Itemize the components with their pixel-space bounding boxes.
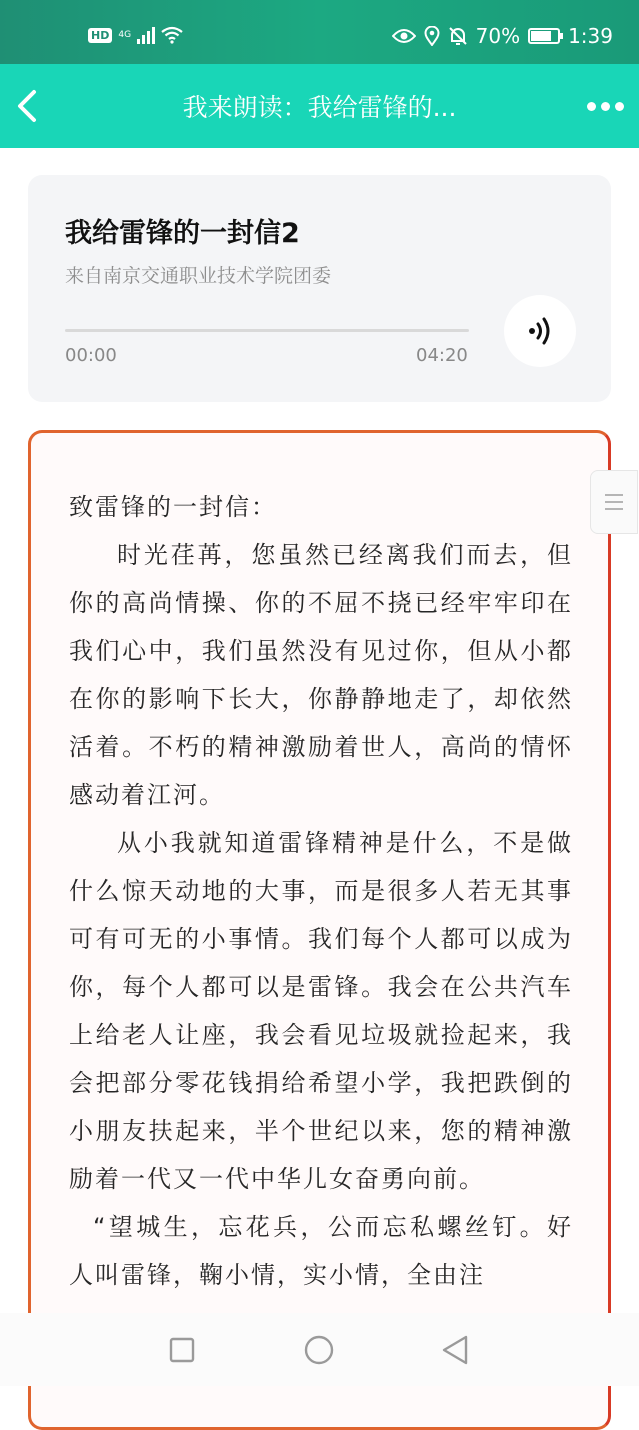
home-button[interactable] <box>302 1333 336 1367</box>
back-nav-button[interactable] <box>438 1333 472 1367</box>
wifi-icon <box>161 26 183 44</box>
letter-body <box>69 483 573 1299</box>
system-nav-bar <box>0 1313 639 1386</box>
more-dot <box>601 102 610 111</box>
signal-icon <box>137 26 155 44</box>
more-dot <box>615 102 624 111</box>
handle-line <box>605 508 623 510</box>
side-menu-handle[interactable] <box>590 470 638 534</box>
square-recent-icon <box>168 1336 196 1364</box>
battery-icon <box>528 28 560 44</box>
back-button[interactable] <box>10 84 50 128</box>
current-time: 00:00 <box>65 345 117 366</box>
triangle-back-icon <box>440 1334 470 1366</box>
audio-title: 我给雷锋的一封信2 <box>65 218 300 249</box>
battery-fill <box>531 31 551 41</box>
duration-time: 04:20 <box>416 345 468 366</box>
chevron-left-icon <box>10 84 50 128</box>
mute-bell-icon <box>448 26 468 46</box>
app-bar <box>0 64 639 148</box>
hd-icon: HD <box>88 28 112 43</box>
progress-slider[interactable] <box>65 329 469 332</box>
eye-icon <box>392 28 416 44</box>
handle-line <box>605 501 623 503</box>
letter-paragraph: 时光荏苒，您虽然已经离我们而去，但你的高尚情操、你的不屈不挠已经牢牢印在我们心中，我们虽然没有见过你，但从小都在你的影响下长大，你静静地走了，却依然活着。不朽的精神激励着世人，高尚的情怀感动着江河。 <box>69 541 573 809</box>
battery-percent: 70% <box>475 24 521 48</box>
play-button[interactable] <box>504 295 576 367</box>
status-left-group <box>88 26 183 44</box>
recent-apps-button[interactable] <box>165 1333 199 1367</box>
status-time: 1:39 <box>568 24 613 48</box>
letter-card <box>28 430 611 1430</box>
handle-line-icon <box>605 494 623 496</box>
more-button[interactable] <box>583 92 627 120</box>
audio-source: 来自南京交通职业技术学院团委 <box>65 265 332 287</box>
letter-paragraph: 从小我就知道雷锋精神是什么，不是做什么惊天动地的大事，而是很多人若无其事可有可无的小事情。我们每个人都可以成为你，每个人都可以是雷锋。我会在公共汽车上给老人让座，我会看见垃圾就捡起来，我会把部分零花钱捐给希望小学，我把跌倒的小朋友扶起来，半个世纪以来，您的精神激励着一代又一代中华儿女奋勇向前。 <box>69 829 573 1193</box>
network-type: 4G <box>118 29 132 40</box>
page-title: 我来朗读：我给雷锋的... <box>182 93 457 122</box>
status-right-group <box>392 24 613 48</box>
location-icon <box>424 26 440 46</box>
sound-wave-icon <box>523 314 557 348</box>
circle-home-icon <box>303 1334 335 1366</box>
audio-player-card <box>28 175 611 402</box>
letter-paragraph: “望城生，忘花兵，公而忘私螺丝钉。好人叫雷锋，鞠小情，实小情，全由注 <box>69 1213 573 1289</box>
status-bar <box>0 0 639 64</box>
letter-salutation: 致雷锋的一封信： <box>69 493 277 521</box>
more-dots-icon <box>587 102 596 111</box>
